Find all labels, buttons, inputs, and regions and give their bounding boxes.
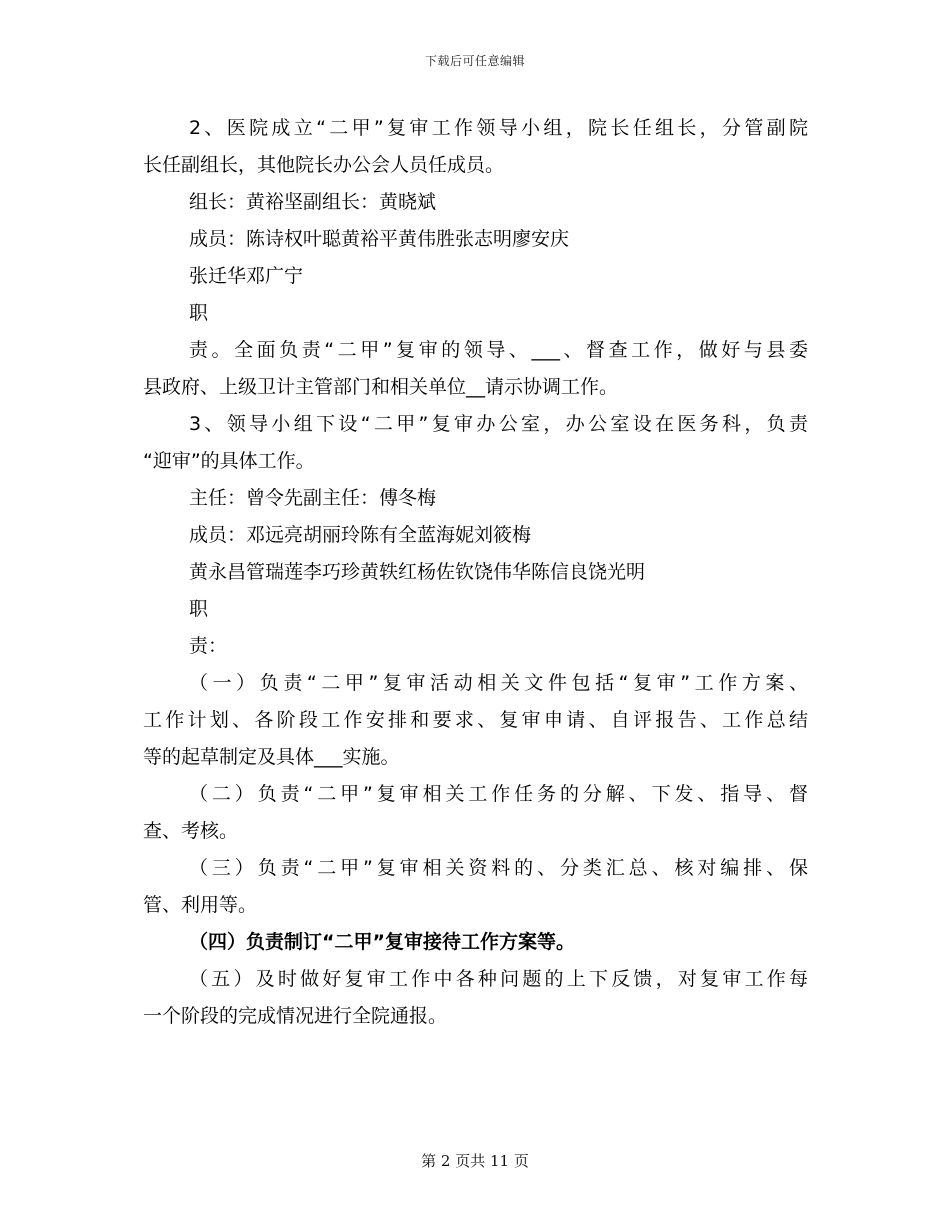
text-line: 一个阶段的完成情况进行全院通报。 (143, 1005, 448, 1027)
text-line: 职 (189, 598, 209, 620)
text-line: 长任副组长，其他院长办公会人员任成员。 (143, 154, 505, 176)
text-line: 张迁华邓广宁 (189, 265, 304, 287)
page-footer: 第 2 页共 11 页 (421, 1152, 529, 1170)
text-line: 主任：曾令先副主任：傅冬梅 (189, 487, 437, 509)
text-line-bold: （四）负责制订“二甲”复审接待工作方案等。 (189, 931, 575, 953)
text-line: 职 (189, 302, 209, 324)
text-line: （五）及时做好复审工作中各种问题的上下反馈，对复审工作每 (189, 968, 808, 990)
text-line: （三）负责“二甲”复审相关资料的、分类汇总、核对编排、保 (189, 857, 808, 879)
text-line: （二）负责“二甲”复审相关工作任务的分解、下发、指导、督 (189, 783, 808, 805)
text-line: 查、考核。 (143, 820, 239, 842)
text-line: 县政府、上级卫计主管部门和相关单位__请示协调工作。 (143, 376, 619, 398)
page-header: 下载后可任意编辑 (424, 54, 525, 68)
text-line: 3、领导小组下设“二甲”复审办公室，办公室设在医务科，负责 (189, 413, 808, 435)
text-line: 组长：黄裕坚副组长：黄晓斌 (189, 191, 437, 213)
text-line: 黄永昌管瑞莲李巧珍黄轶红杨佐钦饶伟华陈信良饶光明 (189, 561, 646, 583)
text-line: 成员：邓远亮胡丽玲陈有全蓝海妮刘筱梅 (189, 524, 532, 546)
text-line: 责。全面负责“二甲”复审的领导、___、督查工作，做好与县委 (189, 339, 808, 361)
text-line: 2、医院成立“二甲”复审工作领导小组，院长任组长，分管副院 (189, 117, 808, 139)
text-line: 责： (189, 635, 228, 657)
text-line: （一）负责“二甲”复审活动相关文件包括“复审”工作方案、 (189, 672, 808, 694)
text-line: 成员：陈诗权叶聪黄裕平黄伟胜张志明廖安庆 (189, 228, 570, 250)
text-line: 工作计划、各阶段工作安排和要求、复审申请、自评报告、工作总结 (143, 709, 808, 731)
text-line: “迎审”的具体工作。 (143, 450, 315, 472)
text-line: 管、利用等。 (143, 894, 258, 916)
text-line: 等的起草制定及具体___实施。 (143, 746, 400, 768)
document-body (143, 110, 808, 1035)
